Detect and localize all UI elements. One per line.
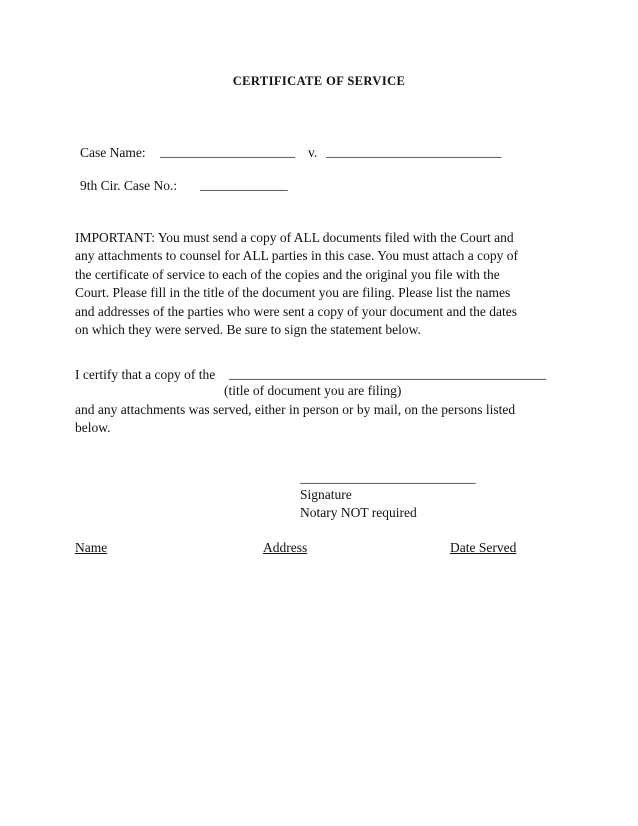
document-title-caption: (title of document you are filing) bbox=[224, 383, 402, 398]
certify-prefix: I certify that a copy of the bbox=[75, 367, 216, 382]
page-title: CERTIFICATE OF SERVICE bbox=[232, 74, 406, 88]
column-heading-name: Name bbox=[75, 540, 108, 555]
case-name-versus: v. bbox=[308, 145, 318, 160]
important-line: on which they were served. Be sure to sign the statement below. bbox=[75, 322, 421, 338]
certify-paragraph bbox=[75, 401, 565, 438]
case-number-blank[interactable]: _____________ bbox=[200, 177, 288, 192]
important-line: the certificate of service to each of the copies and the original you file with the bbox=[75, 266, 500, 282]
case-name-blank-1[interactable]: ____________________ bbox=[160, 144, 295, 159]
important-line: Court. Please fill in the title of the document you are filing. Please list the names bbox=[75, 285, 511, 301]
important-paragraph bbox=[75, 229, 565, 339]
important-line: IMPORTANT: You must send a copy of ALL documents filed with the Court and bbox=[75, 230, 514, 245]
column-heading-date-served: Date Served bbox=[450, 540, 517, 555]
signature-label: Signature bbox=[300, 487, 352, 502]
important-line: any attachments to counsel for ALL parties in this case. You must attach a copy of bbox=[75, 248, 519, 264]
certify-line: below. bbox=[75, 420, 111, 436]
notary-note: Notary NOT required bbox=[300, 505, 417, 520]
case-name-blank-2[interactable]: __________________________ bbox=[326, 144, 502, 159]
important-line: and addresses of the parties who were sent a copy of your document and the dates bbox=[75, 303, 517, 319]
document-title-blank[interactable]: _______________________________________________ bbox=[229, 366, 547, 381]
certify-line: and any attachments was served, either in person or by mail, on the persons listed bbox=[75, 402, 516, 417]
case-name-label: Case Name: bbox=[80, 145, 146, 160]
column-heading-address: Address bbox=[263, 540, 308, 555]
signature-blank[interactable]: __________________________ bbox=[300, 470, 476, 485]
case-number-label: 9th Cir. Case No.: bbox=[80, 178, 178, 193]
